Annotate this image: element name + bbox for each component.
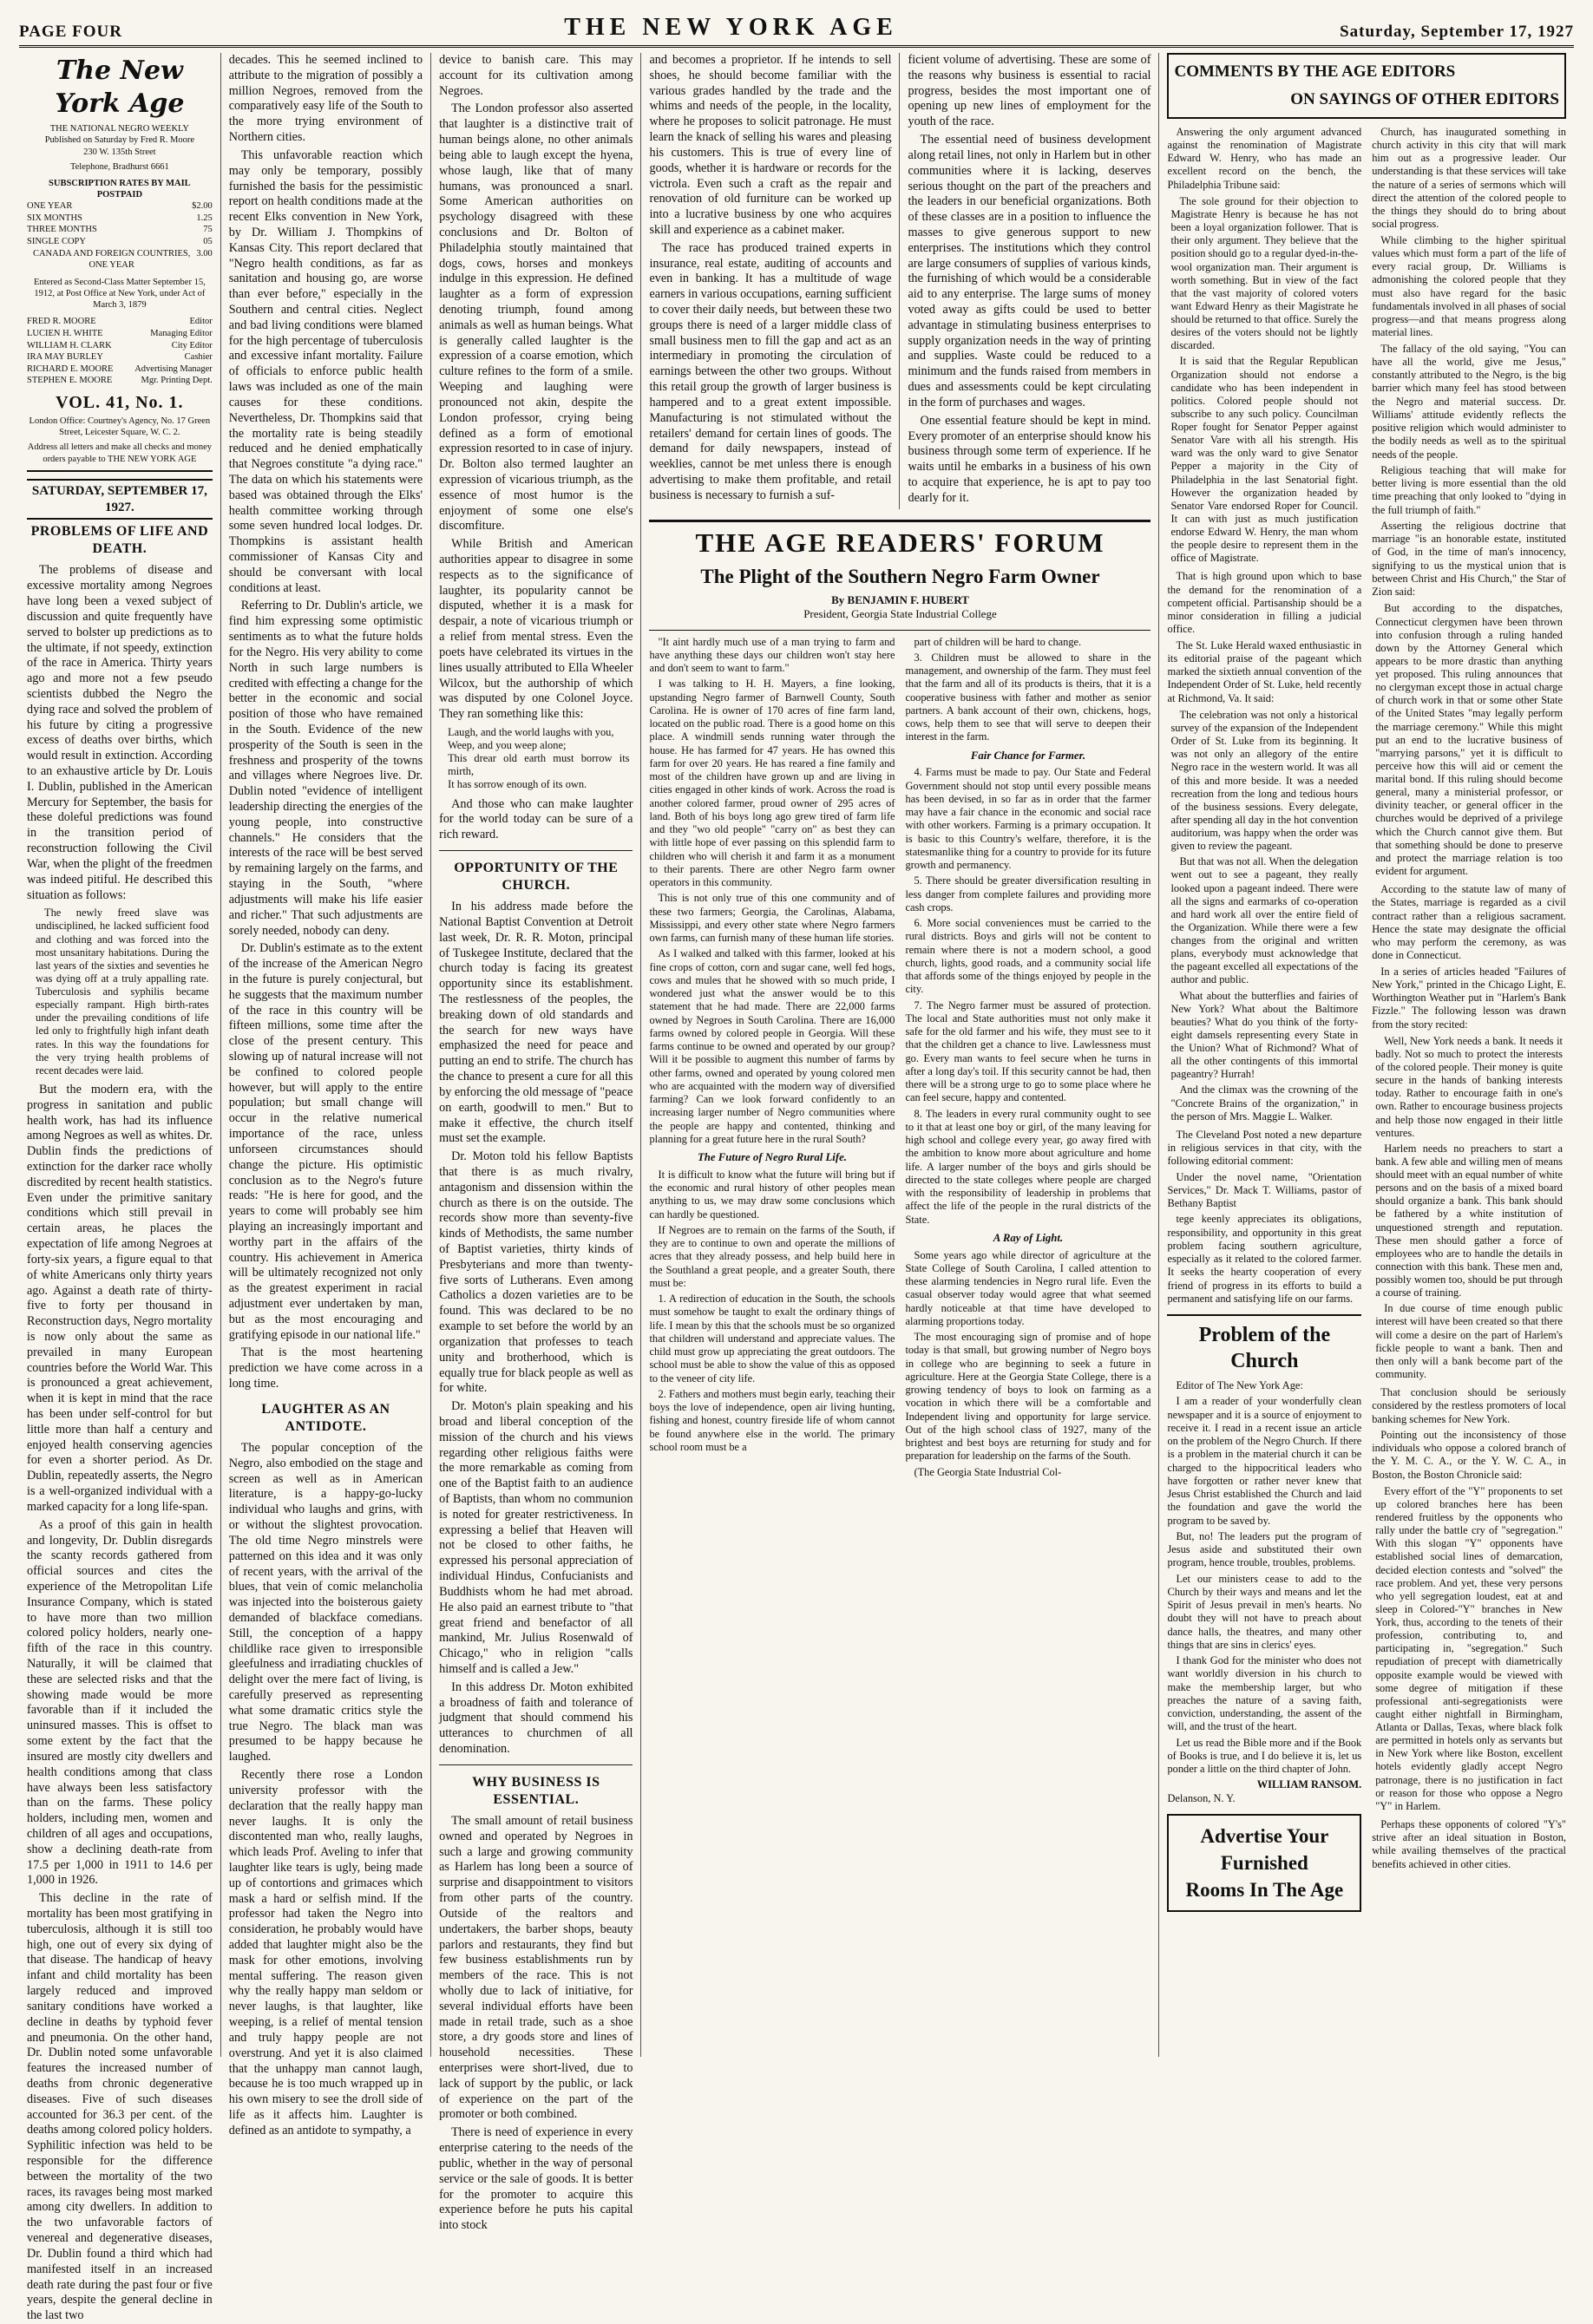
paragraph: and becomes a proprietor. If he intends to sell shoes, he should become familiar with the various grades handled by the trade and the whims and needs of the people, in the locality, where he proposes to solicit patronage. He must learn the knack of selling his wares and pleasing his customers. This is true of every line of goods, whether it is hardware or records for the victrola. Even such a craft as the repair and renovation of old furniture can be worked up into a lucrative business by one who acquires skill and experience as a cabinet maker. <box>649 53 892 237</box>
paragraph: The race has produced trained experts in insurance, real estate, auditing of accounts and even in banking. It has a multitude of wage earners in various occupations, earning sufficient to cover their daily needs, but between these two groups there is need of a larger middle class of small business men to fill the gap and act as an intermediary in promoting the circulation of earnings between the other two groups. Without this retail group the growth of larger business is hampered and to a great extent impossible. Manufacturing is not stimulated without the retailers' demand for certain lines of goods. The demand for daily newspapers, instead of weeklies, cannot be met unless there is enough advertising to make them profitable, and retail business is necessary to furnish a suf- <box>649 240 892 502</box>
box-line-2: ON SAYINGS OF OTHER EDITORS <box>1290 89 1559 108</box>
paragraph: Dr. Dublin's estimate as to the extent of the increase of the American Negro in the future is purely conjectural, but he suggests that the maximum number of the race in this country will be fifteen millions, some time after the close of the present century. This slowing up of natural increase will not be confined to colored people however, but will apply to the entire population; but small change will occur in the relative numerical importance of the race, unless unforseen circumstances should change the picture. His optimistic conclusion as to the Negro's future reads: "He is here for good, and the years to come will probably see him playing an increasingly important and worthy part in the affairs of the country. His achievement in America will be ultimately recognized not only as the greatest experiment in racial adjustment ever undertaken by man, but as the most encouraging and gratifying episode in our national life." <box>228 941 423 1342</box>
verse-quote: Laugh, and the world laughs with you, Weep, and you weep alone; This drear old earth must borrow its mirth, It has sorrow enough of its own. <box>448 725 630 791</box>
forum-headline: The Plight of the Southern Negro Farm Owner <box>700 565 1100 587</box>
rates-heading: SUBSCRIPTION RATES BY MAIL POSTPAID <box>49 178 191 200</box>
address-note: Address all letters and make all checks and money orders payable to THE NEW YORK AGE <box>27 442 212 464</box>
paper-title: THE NEW YORK AGE <box>564 14 898 41</box>
page-label: PAGE FOUR <box>19 23 122 41</box>
editors-left-column: Answering the only argument advanced against the renomination of Magistrate Edward W. Henry, who has made an excellent record on the bench, the Philadelphia Tribune said: The sole ground for their objection to Magistrate Henry is because he has not been a loyal organization follower. That is their only argument. They believe that the position should go to a regular dyed-in-the-wool organization man. Their argument is worth something. But in view of the fact that the vast majority of colored voters want Edward Henry as their Magistrate he should be returned to that office. Surely the desires of the voters should not be lightly discarded. It is said that the Regular Republican Organization should not endorse a candidate who has been independent in politics. Colored people should not subscribe to any such policy. Councilman Roper fought for Senator Pepper against Senator Vare with all his strength. His ward was the only ward to give Senator Pepper a majority in the City of Philadelphia in the last Senatorial fight. However the organization headed by Senator Vare endorsed Roper for Council. It can with just as much justification endorse Edward W. Henry, the man whom the people desire to represent them in the office of Magistrate. That is high ground upon which to base the demand for the renomination of a competent official. Partisanship should be a minor consideration in filling a judicial office. The St. Luke Herald waxed enthusiastic in its editorial praise of the pageant which marked the sixtieth annual convention of the Independent Order of St. Luke, held recently at Richmond, Va. It said: The celebration was not only a historical survey of the expansion of the Independent Order of St. Luke from its beginning. It was not only an allegory of the entire Negro race in the western world. It was all of this and more beside. It was a needed recreation from the long and tedious hours of the business sessions. Every delegate, after spending all day in the hot convention auditorium, was happy when the order was given to review the pageant. But that was not all. When the delegation went out to see a pageant, they really looked upon a pageant indeed. There were all the signs and earmarks of co-operation and hard work all over the entire field of the Organization. While there were a few changes from the original and written plans, everybody must acknowledge that the pageant excelled all expectations of the author and public. What about the butterflies and fairies of New York? What about the Baltimore beauties? What do you think of the forty-eight damsels representing every State in the Union? What of Richmond? What of all the other contingents of this immortal pageantry? Hurrah! And the climax was the crowning of the "Concrete Brains of the organization," in the person of Mrs. Maggie L. Walker. The Cleveland Post noted a new departure in religious services in that city, with the following editorial comment: Under the novel name, "Orientation Services," Dr. Mack T. Williams, pastor of Bethany Baptist tege keenly appreciates its obligations, responsibility, and opportunity in this great problem facing southern agriculture, especially as it related to the colored farmer. It seeks the hearty cooperation of every friend of progress in its efforts to build a permanent and satisfying life on our farms. Problem of the Church Editor of The New York Age: I am a reader of your wonderfully clean newspaper and it is a source of enjoyment to receive it. I read in a recent issue an article on the problem of the Negro Church. If there is a problem in the material church it can be charged to the hippocritical leaders who have forgotten or rather never knew that Jesus Christ established the Church and laid the foundation and gave the world the program to be saved by. But, no! The leaders put the program of Jesus aside and substituted their own program, hence trouble, troubles, problems. Let our ministers cease to add to the Church by their ways and means and let the Spirit of Jesus prevail in men's hearts. No doubt they will not have to preach about dance halls, the theatres, and many other things that are sins in clerics' eyes. I thank God for the minister who does not want worldly diversion in his church to make the membership larger, but who preaches the nature of a saving faith, conviction, understanding, the assent of the will, and the trust of the heart. Let us read the Bible more and if the Book of Books is true, and I do believe it is, let us ponder a little on the third chapter of John. WILLIAM RANSOM. Delanson, N. Y. Advertise Your Furnished Rooms In The Age <box>1167 126 1361 1912</box>
london-office: London Office: Courtney's Agency, No. 17 Green Street, Leicester Square, W. C. 2. <box>29 416 211 438</box>
forum-author-role: President, Georgia State Industrial College <box>803 606 997 620</box>
divider <box>439 850 633 851</box>
column-3 <box>431 53 641 2233</box>
forum-banner <box>649 520 1150 631</box>
column-2 <box>221 53 431 2137</box>
paragraph: In this address Dr. Moton exhibited a broadness of faith and tolerance of judgment that should commend his utterances to churchmen of all denomination. <box>439 1679 633 1757</box>
staff-row: FRED R. MOORE Editor <box>27 317 213 327</box>
editors-right-column: Church, has inaugurated something in church activity in this city that will mark him out as a progressive leader. Our understanding is that these services will take the nature of a series of sermons which will direct the attention of the colored people to the things they should do to bring about social progress. While climbing to the higher spiritual values which must form a part of the life of every racial group, Dr. Williams is admonishing the colored people that they must also have regard for the basic fundamentals involved in all phases of social progress—and that means progress along material lines. The fallacy of the old saying, "You can have all the world, give me Jesus," constantly attributed to the Negro, is the big barrier which many feel has stood between the Negro and material success. Dr. Williams' attitude evidently reflects the positive religion which would administer to the bodily needs as well as to the spiritual needs of the people. Religious teaching that will make for better living is more essential than the old time preaching that only looked to "dying in the full triumph of faith." Asserting the religious doctrine that marriage "is an honorable estate, instituted of God, in the time of man's innocency, signifying to us the mystical union that is between Christ and His Church," the Star of Zion said: But according to the dispatches, Connecticut clergymen have been thrown into confusion through a ruling handed down by the Attorney General which appears to be more drastic than anything yet proposed. This ruling announces that no clergyman except those in actual charge of church work in that or some other State of the United States "may legally perform the marriage ceremony." While this might put an end to the lucrative business of "marrying parsons," yet it is difficult to perceive how this will aid or cement the marital bond. If this ruling should become general, many a ministerial professor, or divinity teacher, or general officer in the churches would be deprived of a privilege which the Church cannot give them. But that something should be done to preserve and protect the marriage relation is too evident for argument. According to the statute law of many of the States, marriage is regarded as a civil contract rather than a religious sacrament. Hence the state may designate the official who may perform the ceremony, as was done in Connecticut. In a series of articles headed "Failures of New York," printed in the Chicago Light, E. Worthington Weather put in "Harlem's Bank Fizzle." The following lesson was drawn from the story recited: Well, New York needs a bank. It needs it badly. Not so much to protect the interests of the colored people. Their money is quite secure in the hands of banking interests today. Rather to encourage faith in one's own. Rather to encourage business projects and help those now engaged in their little ventures. Harlem needs no preachers to start a bank. A few able and willing men of means should meet with an equal number of white persons and on the basis of a mixed board should organize a bank. This bank should be fathered by a white institution of unquestioned strength and reputation. These men should gather a force of employees who are to handle the details in connection with this bank. These men and, possibly women too, should be put through a course of training. In due course of time enough public interest will have been created so that there will come a desire on the part of Harlem's fickle people to want a bank. Then and then only will a bank become part of the community. That conclusion should be seriously considered by the restless promoters of local banking schemes for New York. Pointing out the inconsistency of those individuals who oppose a colored branch of the Y. M. C. A., or the Y. W. C. A., in Boston, the Boston Chronicle said: Every effort of the "Y" proponents to set up colored branches here has been rendered fruitless by the opponents who rally under the battle cry of "segregation." With this slogan "Y" opponents have established social lines of demarcation, decided election contests and "solved" the race problem. And yet, these very persons who yell segregation loudest, eat at and sleep in Colored-"Y" branches in New York, thus, according to the tenets of their profession, contributing to, and participating in, "segregation." Such repudiation of precept with diametrically opposite example would be viewed with some degree of mitigation if these professional anti-segregationists were caught either nightfall in Birmingham, Atlanta or Dallas, Texas, where black folk are permitted in hotels only as servants but in New York where like Boston, excellent hotels evidently gladly accept Negro patronage, there is no justification in fact or reason for those who oppose a Negro "Y" in Harlem. Perhaps these opponents of colored "Y's" strive after an ideal situation in Boston, while availing themselves of the practical benefits achieved in other cities. <box>1372 125 1566 1870</box>
paragraph: Dr. Moton's plain speaking and his broad and liberal conception of the mission of the church and his views regarding other religious faiths were the more remarkable as coming from one of the Baptist faith to an audience of Baptists, than whom no communion is noted for greater restrictiveness. In expressing a belief that Heaven will not be closed to other faiths, he expressed his personal appreciation of individual Hindus, Confucianists and Buddhists whom he had met abroad. He also paid an earnest tribute to "that great friend and benefactor of all mankind, Mr. Julius Rosenwald of Chicago," who in religion "calls himself and is called a Jew." <box>439 1399 633 1676</box>
masthead-date: Saturday, September 17, 1927 <box>1340 23 1574 41</box>
staff-row: RICHARD E. MOORE Advertising Manager <box>27 363 213 374</box>
issue-date: SATURDAY, SEPTEMBER 17, 1927. <box>27 479 213 520</box>
staff-row: STEPHEN E. MOORE Mgr. Printing Dept. <box>27 376 213 386</box>
column-6 <box>1159 53 1574 2057</box>
top-columns <box>641 53 1158 509</box>
forum-byline: By BENJAMIN F. HUBERT <box>831 592 969 606</box>
paragraph: While British and American authorities appear to disagree in some respects as to the significance of laughter, its popularity cannot be disputed, whether it is a mask for despair, a note of vicarious triumph or a relief from mental stress. Even the poets have celebrated its virtues in the lines usually attributed to Ella Wheeler Wilcox, but the authorship of which was disputed by one Colonel Joyce. They ran something like this: <box>439 537 633 722</box>
flag-address: 230 W. 135th Street <box>83 147 156 157</box>
paragraph: The small amount of retail business owned and operated by Negroes in such a large and growing community as Harlem has long been a source of surprise and disappointment to visitors from other parts of the country. Outside of the realtors and undertakers, the barber shops, beauty parlors and restaurants, they find but few business establishments run by members of the race. This is not wholly due to lack of initiative, for several individual efforts have been made in retail trade, such as a shoe store, a dry goods store and lines of household necessities. These enterprises were short-lived, due to lack of support by the public, or lack of experience on the part of the promoter or both combined. <box>439 1814 633 2122</box>
paragraph: This unfavorable reaction which may only be temporary, possibly furnished the basis for the pessimistic report on health conditions made at the recent Elks convention in New York, by Dr. William J. Thompkins of Kansas City. This report declared that "Negro health conditions, as far as sanitation and housing go, are worse than ever before," especially in the Southern and central cities. Neglect and bad living conditions were blamed for the high percentage of tuberculosis and excessive infant mortality. Failure of officials to enforce public health laws was included as one of the main causes for these conditions. Nevertheless, Dr. Thompkins said that the mortality rate is being steadily reduced and he denied emphatically that Negroes constitute "a dying race." The data on which his statements were based was obtained through the Elks' health committee working through some seven hundred local lodges. Dr. Thompkins is assistant health commissioner of Kansas City and should be conversant with local conditions at least. <box>228 147 423 595</box>
forum-subhead: A Ray of Light. <box>993 1231 1064 1244</box>
paragraph: ficient volume of advertising. These are some of the reasons why business is essential to racial progress, besides the most important one of opening up new lines of employment for the youth of the race. <box>908 53 1151 129</box>
paragraph: In his address made before the National Baptist Convention at Detroit last week, Dr. R. R. Moton, principal of Tuskegee Institute, declared that the church today is facing its greatest opportunity since its establishment. The restlessness of the peoples, the breaking down of old standards and the search for new ways have emphasized the need for peace and putting an end to strife. The church has the chance to present a cure for all this by enforcing the old message of "peace on earth, goodwill to men." But to make it effective, the church itself must set the example. <box>439 900 633 1146</box>
paragraph: device to banish care. This may account for its cultivation among Negroes. <box>439 53 633 98</box>
paragraph: There is need of experience in every enterprise catering to the needs of the public, whether in the way of personal service or the sale of goods. It is better for the promoter to acquire this experience before he puts his capital into stock <box>439 2125 633 2233</box>
rate-row: SIX MONTHS 1.25 <box>27 213 213 223</box>
problem-of-church-title: Problem of the Church <box>1167 1314 1361 1374</box>
forum-body <box>649 636 1150 1482</box>
masthead-bar <box>19 16 1574 48</box>
rate-row: SINGLE COPY 05 <box>27 236 213 246</box>
paragraph: The essential need of business development along retail lines, not only in Harlem but in other communities where it is lacking, deserves serious thought on the part of the preachers and the leaders in our beneficial organizations. Both of these classes are in a position to influence the masses to give generous support to new enterprises. The institutions which they control are large consumers of supplies of various kinds, the furnishing of which would be a considerable aid to any enterprise. The large sums of money voted away as gifts could be used to better advantage in stimulating business enterprises to supply organization needs in the way of printing and supplies. Waste could be reduced to a minimum and the funds raised from members in dues and assessments could be kept circulating in the form of purchases and wages. <box>908 133 1151 409</box>
paragraph: The popular conception of the Negro, also embodied on the stage and screen as well as in American literature, is a happy-go-lucky individual who laughs and grins, with or without the slightest provocation. The old time Negro minstrels were patterned on this idea and it was only of recent years, with the arrival of the blues, that vein of comic melancholia was injected into the boisterous gaiety demanded of blackface comedians. Still, the conception of a happy childlike race given to irresponsible gleefulness and irradiating chuckles of delight over the mere fact of living, is carefully preserved as representing what some dramatic critics style the true Negro. The black man was presumed to be happy because he laughed. <box>228 1441 423 1764</box>
paragraph: decades. This he seemed inclined to attribute to the migration of possibly a million Negroes, removed from the comparatively easy life of the South to the more trying environment of Northern cities. <box>228 53 423 145</box>
headline-church-opportunity: OPPORTUNITY OF THE CHURCH. <box>454 861 619 894</box>
headline-problems-of-life: PROBLEMS OF LIFE AND DEATH. <box>30 524 209 557</box>
headline-laughter: LAUGHTER AS AN ANTIDOTE. <box>261 1401 390 1434</box>
staff-list <box>27 316 213 387</box>
flag-box <box>27 55 213 472</box>
editors-body <box>1167 126 1566 1912</box>
flag-telephone: Telephone, Bradhurst 6661 <box>69 161 169 172</box>
paragraph: The problems of disease and excessive mortality among Negroes have long been a vexed subject of discussion and quite frequently have served to bolster up predictions as to the ultimate, if not speedy, extinction of the race in America. Thirty years ago and more not a few pseudo scientists dubbed the Negro the dying race and solved the problem of his future by citing a progressive excess of deaths over births, which would result in extinction. According to an exhaustive article by Dr. Louis I. Dublin, published in the American Mercury for September, the basis for these doleful predictions was found in the transition period of reconstruction following the Civil War, when the plight of the freedmen was indeed pitiful. He described this situation as follows: <box>27 563 213 902</box>
readers-forum <box>641 509 1158 2057</box>
paragraph: Referring to Dr. Dublin's article, we find him expressing some optimistic sentiments as to what the future holds for the Negro. His very ability to come North in such large numbers is credited with effecting a change for the better in the economic and social position of those who have remained in the South. Evidence of the new prosperity of the South is seen in the freshness and prosperity of the towns and villages where Negroes live. Dr. Dublin noted "evidence of intelligent leadership directing the energies of the young people, into constructive channels." He considers that the interests of the race will be best served by remaining largely on the farms, and staying in the South, "where adjustments will make his life easier and richer." That such adjustments are sorely needed, nobody can deny. <box>228 599 423 938</box>
staff-row: WILLIAM H. CLARK City Editor <box>27 340 213 350</box>
box-line-1: COMMENTS BY THE AGE EDITORS <box>1174 62 1456 81</box>
column-1 <box>19 53 221 2323</box>
column-4 <box>641 53 900 509</box>
headline-business: WHY BUSINESS IS ESSENTIAL. <box>472 1774 600 1807</box>
letter-signature: WILLIAM RANSOM. <box>1256 1778 1362 1791</box>
paragraph: Dr. Moton told his fellow Baptists that there is as much rivalry, antagonism and dissension within the church as there is on the outside. The records show more than seventy-five kinds of Methodists, the same number of Baptist varieties, thirty kinds of Presbyterians and more than twenty-five sorts of Lutherans. Even among Catholics a dozen varieties are to be found. This was declared to be no example to set before the world by an organization that professes to teach unity and brotherhood, which is equally true for black people as well as for white. <box>439 1149 633 1396</box>
rates-table <box>27 178 213 272</box>
column-5 <box>900 53 1158 509</box>
paragraph: But the modern era, with the progress in sanitation and public health work, has had its influence among Negroes as well as whites. Dr. Dublin finds the predictions of extinction for the darker race wholly discredited by recent health statistics. Even under the primitive sanitary conditions which still prevail in certain areas, he places the expectation of life among Negroes at forty-six years, a figure equal to that of white Americans only thirty years ago. Against a death rate of thirty-five to forty per thousand in Reconstruction days, Negro mortality is now only about the same as prevailed in many European countries before the World War. This is pronounced a great achievement, when it is kept in mind that the race has been under self-control for but little more than half a century and enjoyed health conserving agencies for even a shorter period. As Dr. Dublin, repeatedly asserts, the Negro is a well-organized individual with a marked capacity for a long life-span. <box>27 1082 213 1514</box>
forum-title: THE AGE READERS' FORUM <box>695 527 1105 558</box>
paragraph: That is the most heartening prediction we have come across in a long time. <box>228 1345 423 1391</box>
paragraph: And those who can make laughter for the world today can be sure of a rich reward. <box>439 796 633 842</box>
rate-row: THREE MONTHS 75 <box>27 225 213 235</box>
forum-subhead: The Future of Negro Rural Life. <box>697 1151 847 1164</box>
forum-subhead: Fair Chance for Farmer. <box>970 749 1086 762</box>
rate-row: CANADA AND FOREIGN COUNTRIES, ONE YEAR 3.00 <box>32 248 213 271</box>
paragraph: This decline in the rate of mortality has been most gratifying in tuberculosis, although it is still too high, one out of every six dying of that disease. The handicap of heavy infant and child mortality has been largely reduced and improved sanitary conditions have worked a decline in deaths by typhoid fever and pneumonia. On the other hand, Dr. Dublin noted some unfavorable features the increased number of deaths from chronic degenerative diseases. Five of such diseases accounted for 36.3 per cent. of the deaths among colored policy holders. Syphilitic infection was held to be responsible for the difference between the mortality of the two races, its ravages being most marked among city dwellers. In addition to the two unfavorable factors of venereal and degenerative diseases, Dr. Dublin found a third which had manifested itself in an increased death rate during the past four or five years, despite the general decline in the last two <box>27 1891 213 2323</box>
forum-left-column: "It aint hardly much use of a man trying to farm and have anything these days our children won't stay here and don't seem to want to farm." I was talking to H. H. Mayers, a fine looking, upstanding Negro farmer of Barnwell County, South Carolina. He is owner of 170 acres of fine farm land, located on the public road. There is a good home on this place. A windmill sends running water through the house. He has farmed for 47 years. He has owned this farm for over 20 years. He has reared a fine family and most of the children have grown up and are living in cities engaged in other kinds of work. Across the road is another colored farmer, proud owner of 295 acres of land. Both of his boys long ago grew tired of farm life and they "wo old people" "carry on" as best they can with little hope of ever passing on this splendid farm to children who will cherish it and farm it as a monument to their parents. There are other Negro farm owner operators in this community. This is not only true of this one community and of these two farmers; Georgia, the Carolinas, Alabama, Mississippi, and every other state where Negro farmers own farms, can furnish many of these human life stories. As I walked and talked with this farmer, looked at his fine crops of cotton, corn and sugar cane, well fed hogs, cows and mules that he showed with so much pride, I wondered just what the answer would be to this statement that he had made. There are 22,000 farms owned by Negroes in South Carolina. There are 16,000 farms owned by colored people in Georgia. Will these farms continue to be owned and operated by our group? Will it be possible to augment this number of farms by other farms, owned and operated by young colored men who are acquainted with the modern way of diversified farming? Can we look forward confidently to an increasing larger number of Negro communities where the people are happy and contented, thinking and planning for a great future here in the rural South? The Future of Negro Rural Life. It is difficult to know what the future will bring but if the economic and rural history of other peoples mean anything to us, we may draw some conclusions which can hardly be questioned. If Negroes are to remain on the farms of the South, if they are to continue to own and operate the millions of acres that they already possess, and help build here in the Southland a great people, and a greater South, there must be: 1. A redirection of education in the South, the schools must somehow be taught to exalt the ordinary things of life. I mean by this that the schools must be so organized that children will understand and appreciate values. The child must grow up appreciating the great outdoors. The school must be able to show the value of this as opposed to the veneer of city life. 2. Fathers and mothers must begin early, teaching their boys the love of independence, open air living hunting, fishing and honest, country fireside life of whom cannot be found anywhere else in the world. The primary school room must be a <box>649 635 895 1453</box>
entered-note: Entered as Second-Class Matter September 15, 1912, at Post Office at New York, under Act of March 3, 1879 <box>34 277 206 311</box>
volume-number: VOL. 41, No. 1. <box>56 393 184 413</box>
divider <box>439 1764 633 1765</box>
block-quote: The newly freed slave was undisciplined, he lacked sufficient food and clothing and was forced into the most unsanitary habitations. During the last years of the sixties and seventies he was dying off at a truly appalling rate. Tuberculosis and syphilis became especially rampant. High birth-rates under the prevailing conditions of life led only to frightfully high infant death rates. In this way the foundations for the very trying health problems of recent decades were laid. <box>36 907 209 1077</box>
paragraph: One essential feature should be kept in mind. Every promoter of an enterprise should know his business through some term of experience. If he waits until he embarks in a business of his own to acquire that experience, he is apt to pay too dearly for it. <box>908 413 1151 505</box>
forum-right-column: part of children will be hard to change. 3. Children must be allowed to share in the management, and ownership of the farm. They must feel that the farm and all of its products is theirs, that it is a cooperative business with father and mother as senior partners. A bank account of their own, chickens, hogs, cows, help them to see that will serve to deepen their interest in the farm. Fair Chance for Farmer. 4. Farms must be made to pay. Our State and Federal Government should not stop until every possible means has been devised, in so far as in order that the farmer may have a fair chance in the economic and social race with other workers. Farming is a primary occupation. It is basic to this Country's welfare, therefore, it is the statesmanlike thing for a country to provide for its future growth and permanency. 5. There should be greater diversification resulting in less danger from complete failures and providing more cash crops. 6. More social conveniences must be carried to the rural districts. Boys and girls will not be content to remain where there is not a modern school, a good church, lights, good roads, and a community social life that affords some of the things enjoyed by people in the city. 7. The Negro farmer must be assured of protection. The local and State authorities must not only make it safe for the old farmer and his wife, they must see to it that the children get a chance to live. Lawlessness must go. Every man wants to feel secure when he turns in after a long day's toil. If this security cannot be had, then there will be a strong urge to go to some place where he can feel secure, happy and contented. 8. The leaders in every rural community ought to see to it that at least one boy or girl, of the many leaving for high school and college every year, go away fired with the ambition to know more about agriculture and home life. A larger number of the boys and girls should be directed to the state colleges where people are charged with the responsibility of leadership in problems that affect the life of the people in the rural districts of the State. A Ray of Light. Some years ago while director of agriculture at the State College of South Carolina, I called attention to these alarming tendencies in Negro rural life. Even the casual observer today would agree that what seemed hardly noticeable at that time have developed to alarming proportions today. The most encouraging sign of promise and of hope today is that small, but growing number of Negro boys in college who are beginning to seek a future in agriculture. Here at the Georgia State College, there is a growing tendency of boys to look on farming as a vocation in which there will be a comfortable and Independent living and opportunity for large service. Out of the high school class of 1927, many of the brightest and best boys are returning for study and for preparation for leadership on the farms of the South. (The Georgia State Industrial Col- <box>905 635 1151 1478</box>
columns <box>19 53 1574 2323</box>
flag-title: The New York Age <box>55 56 185 119</box>
paragraph: Recently there rose a London university professor with the declaration that the really happy man never laughs. It is only the discontented man who, really laughs, which leads Prof. Aveling to infer that laughter like tears is ugly, being made up of contortions and grimaces which mask a hard or selfish mind. If the professor had taken the Negro into consideration, he probably would have added that laughter might also be the mask for other emotions, involving mental suffering. The reason given why the really happy man seldom or never laughs, is that laughter, like weeping, is a relief of mental tension and truly happy people are not overstrung. And yet it is also claimed that the unhappy man cannot laugh, because he is too much wrapped up in his own misery to see the droll side of life as it affects him. Laughter is defined as an antidote to sympathy, a <box>228 1768 423 2137</box>
editors-comments-box <box>1167 53 1566 119</box>
advertisement-box: Advertise Your Furnished Rooms In The Age <box>1167 1814 1361 1912</box>
flag-subtitle: THE NATIONAL NEGRO WEEKLY <box>49 124 189 134</box>
letter-place: Delanson, N. Y. <box>1167 1791 1236 1804</box>
staff-row: IRA MAY BURLEY Cashier <box>27 352 213 363</box>
columns-4-5 <box>641 53 1159 2057</box>
staff-row: LUCIEN H. WHITE Managing Editor <box>27 328 213 338</box>
paragraph: As a proof of this gain in health and longevity, Dr. Dublin disregards the scanty records gathered from official sources and cites the experience of the Metropolitan Life Insurance Company, which is stated to have more than two million colored policy holders, nearly one-fifth of the race in this country. Naturally, it will be claimed that these are selected risks and that the showing made would be more favorable than if it included the uninsured masses. This is offset to some extent by the fact that the insured are mostly city dwellers and health conditions among that class have always been less satisfactory than on the farms. These policy holders, including men, women and children of all ages and occupations, show a declining death-rate from 17.5 per 1,000 in 1911 to 14.6 per 1,000 in 1926. <box>27 1517 213 1888</box>
rate-row: ONE YEAR $2.00 <box>27 201 213 212</box>
paragraph: The London professor also asserted that laughter is a distinctive trait of human beings alone, no other animals being able to laugh except the hyena, whose laugh, like that of many humans, was pronounced a snarl. Some American authorities on psychology disagreed with these conclusions and Dr. Bolton of Philadelphia stoutly maintained that dogs, cows, horses and monkeys indulge in this expression. He defined laughter as a form of expression denoting triumph, found among animals as well as human beings. What is generally called laughter is the expression of a coarse emotion, which culture refines to the form of a smile. Weeping and laughing were pronounced not akin, despite the London professor, crying being defined as a form of emotional expression resorted to in case of injury. Dr. Bolton also termed laughter an expression of vicarious triumph, as the essence of most humor is the enjoyment of some one else's discomfiture. <box>439 101 633 534</box>
flag-publisher: Published on Saturday by Fred R. Moore <box>44 135 195 146</box>
